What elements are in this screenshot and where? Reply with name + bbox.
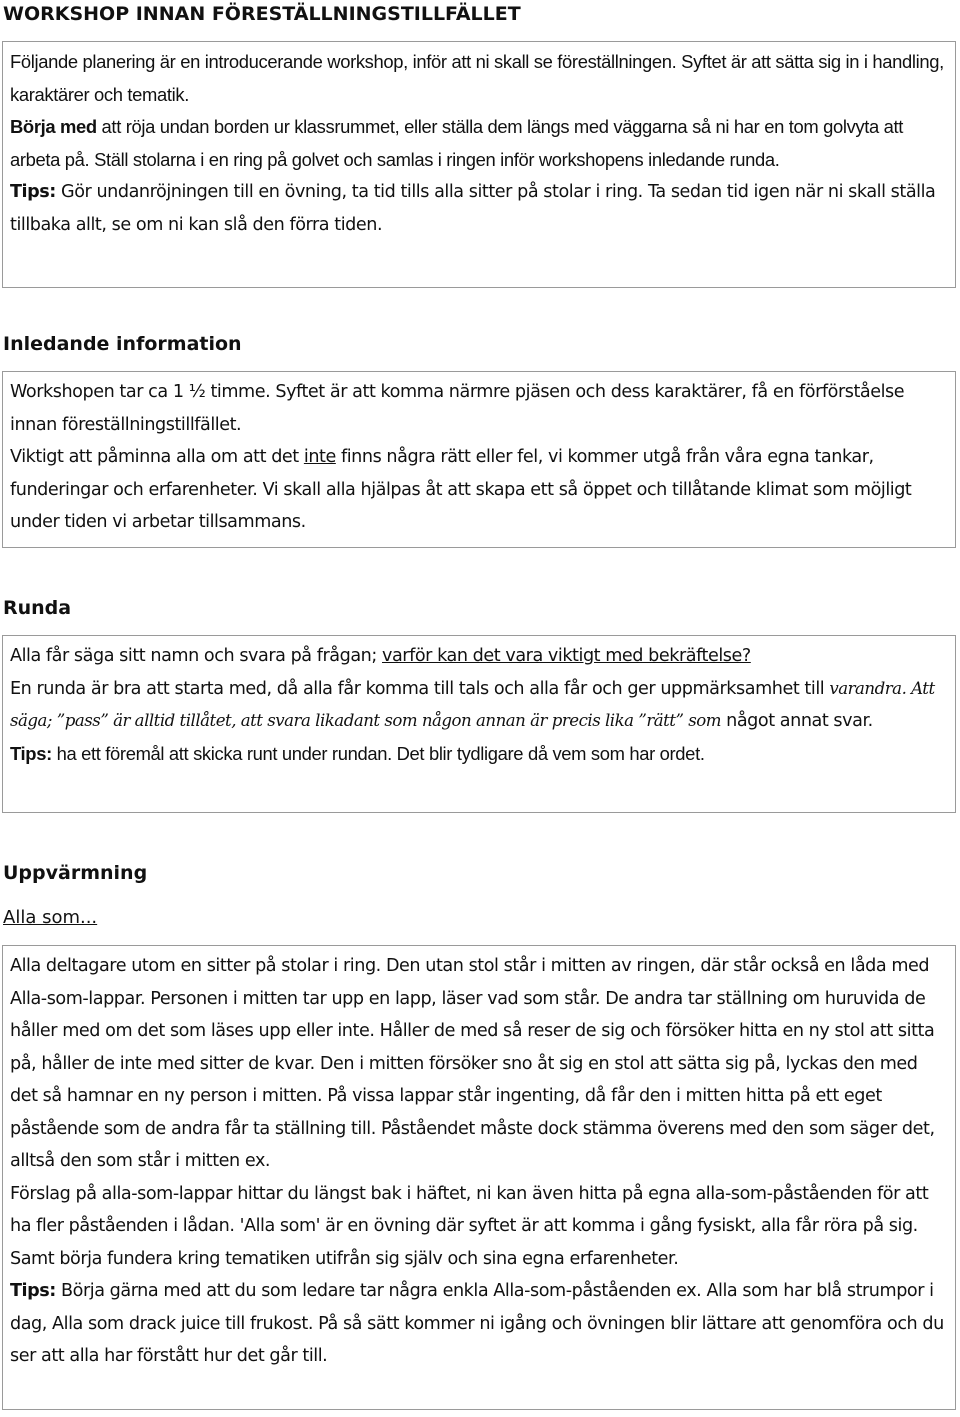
- runda-heading: Runda: [3, 597, 72, 619]
- runda-box: [2, 635, 956, 813]
- alla-som-tips: Tips: Börja gärna med att du som ledare tar några enkla Alla-som-påståenden ex. Alla som har blå strumpor i dag, Alla som drack juice till frukost. På så sätt kommer ni igång och övningen blir lättare att genomföra och du ser att alla har förstått hur det går till.: [10, 1281, 944, 1366]
- intro-start-paragraph: Börja med att röja undan borden ur klassrummet, eller ställa dem längs med väggarna så ni har en tom golvyta att arbeta på. Ställ stolarna i en ring på golvet och samlas i ringen inför workshopens inledande runda.: [10, 116, 904, 170]
- info-paragraph: Workshopen tar ca 1 ½ timme. Syftet är att komma närmre pjäsen och dess karaktärer, få en förförståelse innan föreställningstillfället.: [10, 382, 905, 435]
- intro-tips-paragraph: Tips: Gör undanröjningen till en övning, ta tid tills alla sitter på stolar i ring. Ta sedan tid igen när ni skall ställa tillbaka allt, se om ni kan slå den förra tiden.: [10, 182, 936, 235]
- alla-som-suggestions: Förslag på alla-som-lappar hittar du längst bak i häftet, ni kan även hitta på egna alla-som-påståenden för att ha fler påståenden i lådan. 'Alla som' är en övning där syftet är att komma i gång fysiskt, alla får röra på sig. Samt börja fundera kring tematiken utifrån sig själv och sina egna erfarenheter.: [10, 1183, 929, 1269]
- runda-tips-paragraph: Tips: ha ett föremål att skicka runt under rundan. Det blir tydligare då vem som har ordet.: [10, 742, 705, 764]
- intro-box: [2, 41, 956, 288]
- info-reminder-paragraph: Viktigt att påminna alla om att det inte finns några rätt eller fel, vi kommer utgå från våra egna tankar, funderingar och erfarenheter. Vi skall alla hjälpas åt att skapa ett så öppet och tillåtande klimat som möjligt under tiden vi arbetar tillsammans.: [10, 447, 912, 532]
- uppvarmning-heading: Uppvärmning: [3, 862, 148, 884]
- page-title: WORKSHOP INNAN FÖRESTÄLLNINGSTILLFÄLLET: [3, 3, 521, 25]
- alla-som-description: Alla deltagare utom en sitter på stolar i ring. Den utan stol står i mitten av ringen, där står också en låda med Alla-som-lappar. Personen i mitten tar upp en lapp, läser vad som står. De andra tar ställning om huruvida de håller med om det som läses upp eller inte. Håller de med så reser de sig och försöker hitta en ny stol att sitta på, håller de inte med sitter de kvar. Den i mitten försöker sno åt sig en stol att sätta sig på, lyckas den med det så hamnar en ny person i mitten. På vissa lappar står ingenting, då får den i mitten hitta på ett eget påstående som de andra får ta ställning till. Påståendet måste dock stämma överens med den som säger det, alltså den som står i mitten ex.: [10, 956, 935, 1171]
- info-heading: Inledande information: [3, 333, 242, 355]
- runda-explanation-paragraph: En runda är bra att starta med, då alla får komma till tals och alla får och ger uppmärksamhet till varandra. Att säga; ”pass” är alltid tillåtet, att svara likadant som någon annan är precis lika ”rätt” som något annat svar.: [10, 678, 935, 731]
- alla-som-subheading: Alla som...: [3, 907, 98, 928]
- runda-question-paragraph: Alla får säga sitt namn och svara på frågan; varför kan det vara viktigt med bekräftelse?: [10, 646, 751, 666]
- uppvarmning-box: [2, 945, 956, 1410]
- intro-paragraph: Följande planering är en introducerande workshop, inför att ni skall se föreställningen. Syftet är att sätta sig in i handling, karaktärer och tematik.: [10, 51, 944, 105]
- info-box: [2, 371, 956, 548]
